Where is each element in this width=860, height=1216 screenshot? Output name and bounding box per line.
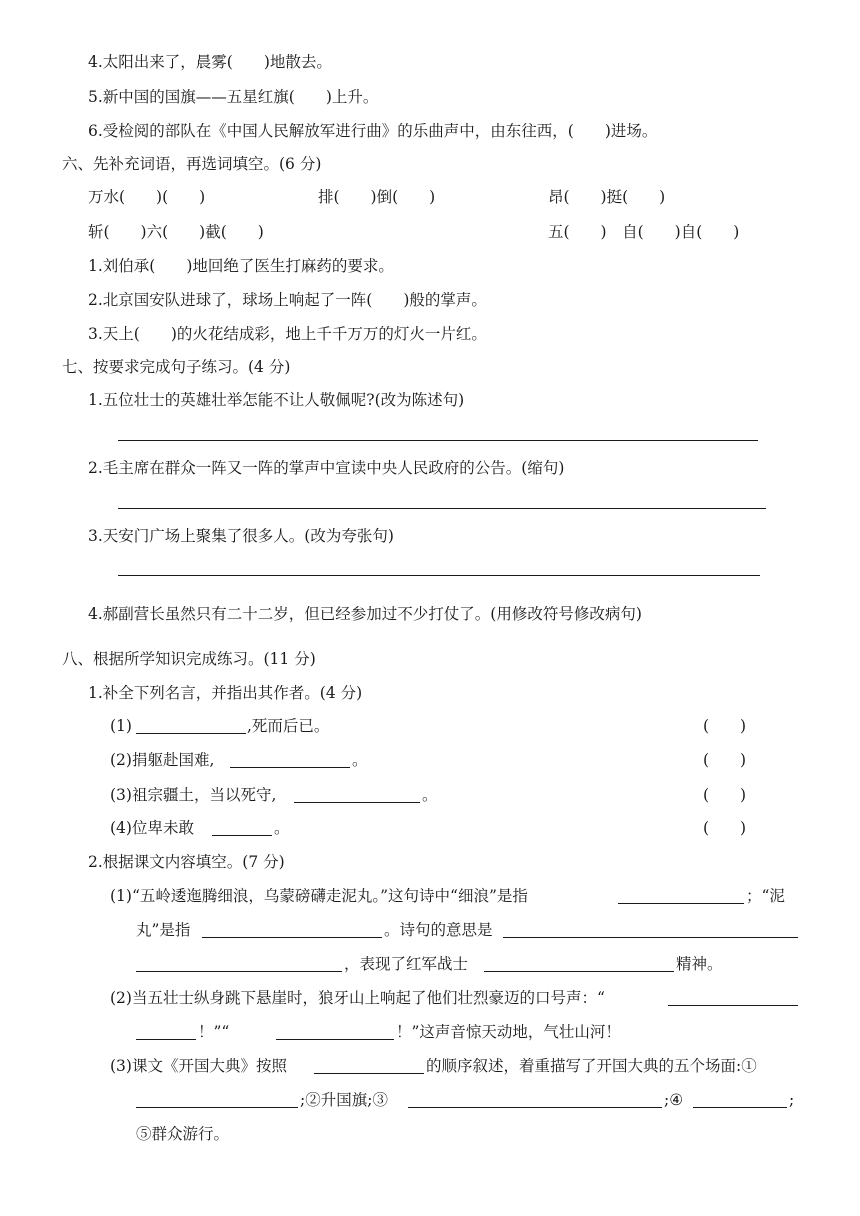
s7-answer-line-3[interactable] [118, 575, 760, 576]
quote-3-blank[interactable] [294, 802, 420, 803]
poem-question-line-1-tail: ；“泥 [746, 887, 785, 905]
section-7-title: 七、按要求完成句子练习。(4 分) [62, 358, 291, 376]
quote-1-label: (1) [110, 717, 132, 735]
slogan-question-line-2-tail: ！”这声音惊天动地，气壮山河！ [396, 1023, 621, 1041]
ceremony-blank-scene-4[interactable] [693, 1107, 787, 1108]
quote-2-author[interactable]: ( ) [703, 751, 747, 769]
s8-part-2-title: 2.根据课文内容填空。(7 分) [88, 853, 285, 871]
ceremony-scene-4-tail: ; [789, 1091, 795, 1109]
poem-question-line-3-tail: 精神。 [676, 955, 723, 973]
s7-answer-line-2[interactable] [118, 508, 766, 509]
ceremony-blank-scene-3[interactable] [408, 1107, 662, 1108]
section-8-title: 八、根据所学知识完成练习。(11 分) [62, 650, 316, 668]
slogan-blank-1a[interactable] [668, 1005, 798, 1006]
s7-question-1: 1.五位壮士的英雄壮举怎能不让人敬佩呢?(改为陈述句) [88, 391, 465, 409]
quote-3-label: (3)祖宗疆土，当以死守, [110, 786, 277, 804]
quote-2-label: (2)捐躯赴国难, [110, 751, 215, 769]
s5-question-6: 6.受检阅的部队在《中国人民解放军进行曲》的乐曲声中，由东往西，( )进场。 [88, 122, 658, 140]
poem-blank-meaning-2[interactable] [136, 971, 342, 972]
ceremony-scene-2: ;②升国旗;③ [300, 1091, 388, 1109]
poem-blank-meaning-1[interactable] [503, 937, 798, 938]
s6-word-4: 斩( )六( )截( ) [88, 223, 264, 241]
slogan-separator: ！”“ [198, 1023, 230, 1041]
s6-word-2: 排( )倒( ) [318, 188, 436, 206]
s6-word-1: 万水( )( ) [88, 188, 206, 206]
poem-blank-niwan[interactable] [202, 937, 382, 938]
s6-question-1: 1.刘伯承( )地回绝了医生打麻药的要求。 [88, 257, 394, 275]
quote-1-author[interactable]: ( ) [703, 717, 747, 735]
s6-question-3: 3.天上( )的火花结成彩，地上千千万万的灯火一片红。 [88, 325, 487, 343]
ceremony-blank-order[interactable] [314, 1073, 424, 1074]
slogan-blank-2[interactable] [276, 1039, 394, 1040]
poem-blank-spirit[interactable] [484, 971, 674, 972]
slogan-blank-1b[interactable] [136, 1039, 196, 1040]
s5-question-5: 5.新中国的国旗——五星红旗( )上升。 [88, 88, 379, 106]
s7-question-2: 2.毛主席在群众一阵又一阵的掌声中宣读中央人民政府的公告。(缩句) [88, 459, 565, 477]
poem-question-line-1: (1)“五岭逶迤腾细浪，乌蒙磅礴走泥丸。”这句诗中“细浪”是指 [110, 887, 528, 905]
section-6-title: 六、先补充词语，再选词填空。(6 分) [62, 155, 322, 173]
s8-part-1-title: 1.补全下列名言，并指出其作者。(4 分) [88, 684, 363, 702]
quote-4-blank[interactable] [212, 835, 272, 836]
ceremony-scene-5: ⑤群众游行。 [136, 1125, 230, 1143]
quote-4-author[interactable]: ( ) [703, 819, 747, 837]
s7-answer-line-1[interactable] [118, 440, 758, 441]
poem-question-line-3: ，表现了红军战士 [344, 955, 469, 973]
quote-4-label: (4)位卑未敢 [110, 819, 194, 837]
ceremony-question-line-1: (3)课文《开国大典》按照 [110, 1057, 287, 1075]
s6-word-5: 五( ) 自( )自( ) [548, 223, 740, 241]
poem-blank-xilang[interactable] [618, 903, 744, 904]
ceremony-blank-scene-1[interactable] [136, 1107, 298, 1108]
quote-1-tail: ,死而后已。 [247, 717, 330, 735]
quote-2-blank[interactable] [230, 767, 350, 768]
quote-3-author[interactable]: ( ) [703, 786, 747, 804]
quote-4-tail: 。 [274, 819, 290, 837]
s7-question-4: 4.郝副营长虽然只有二十二岁，但已经参加过不少打仗了。(用修改符号修改病句) [88, 605, 642, 623]
quote-1-blank[interactable] [136, 733, 246, 734]
ceremony-scene-4-label: ;④ [664, 1091, 684, 1109]
s6-question-2: 2.北京国安队进球了，球场上响起了一阵( )般的掌声。 [88, 291, 487, 309]
s6-word-3: 昂( )挺( ) [548, 188, 666, 206]
poem-question-line-2: 丸”是指 [136, 921, 191, 939]
quote-2-tail: 。 [352, 751, 368, 769]
s5-question-4: 4.太阳出来了，晨雾( )地散去。 [88, 53, 332, 71]
ceremony-question-line-1-tail: 的顺序叙述，着重描写了开国大典的五个场面:① [426, 1057, 757, 1075]
poem-meaning-label: 。诗句的意思是 [384, 921, 493, 939]
slogan-question-line-1: (2)当五壮士纵身跳下悬崖时，狼牙山上响起了他们壮烈豪迈的口号声：“ [110, 989, 605, 1007]
quote-3-tail: 。 [422, 786, 438, 804]
s7-question-3: 3.天安门广场上聚集了很多人。(改为夸张句) [88, 527, 394, 545]
